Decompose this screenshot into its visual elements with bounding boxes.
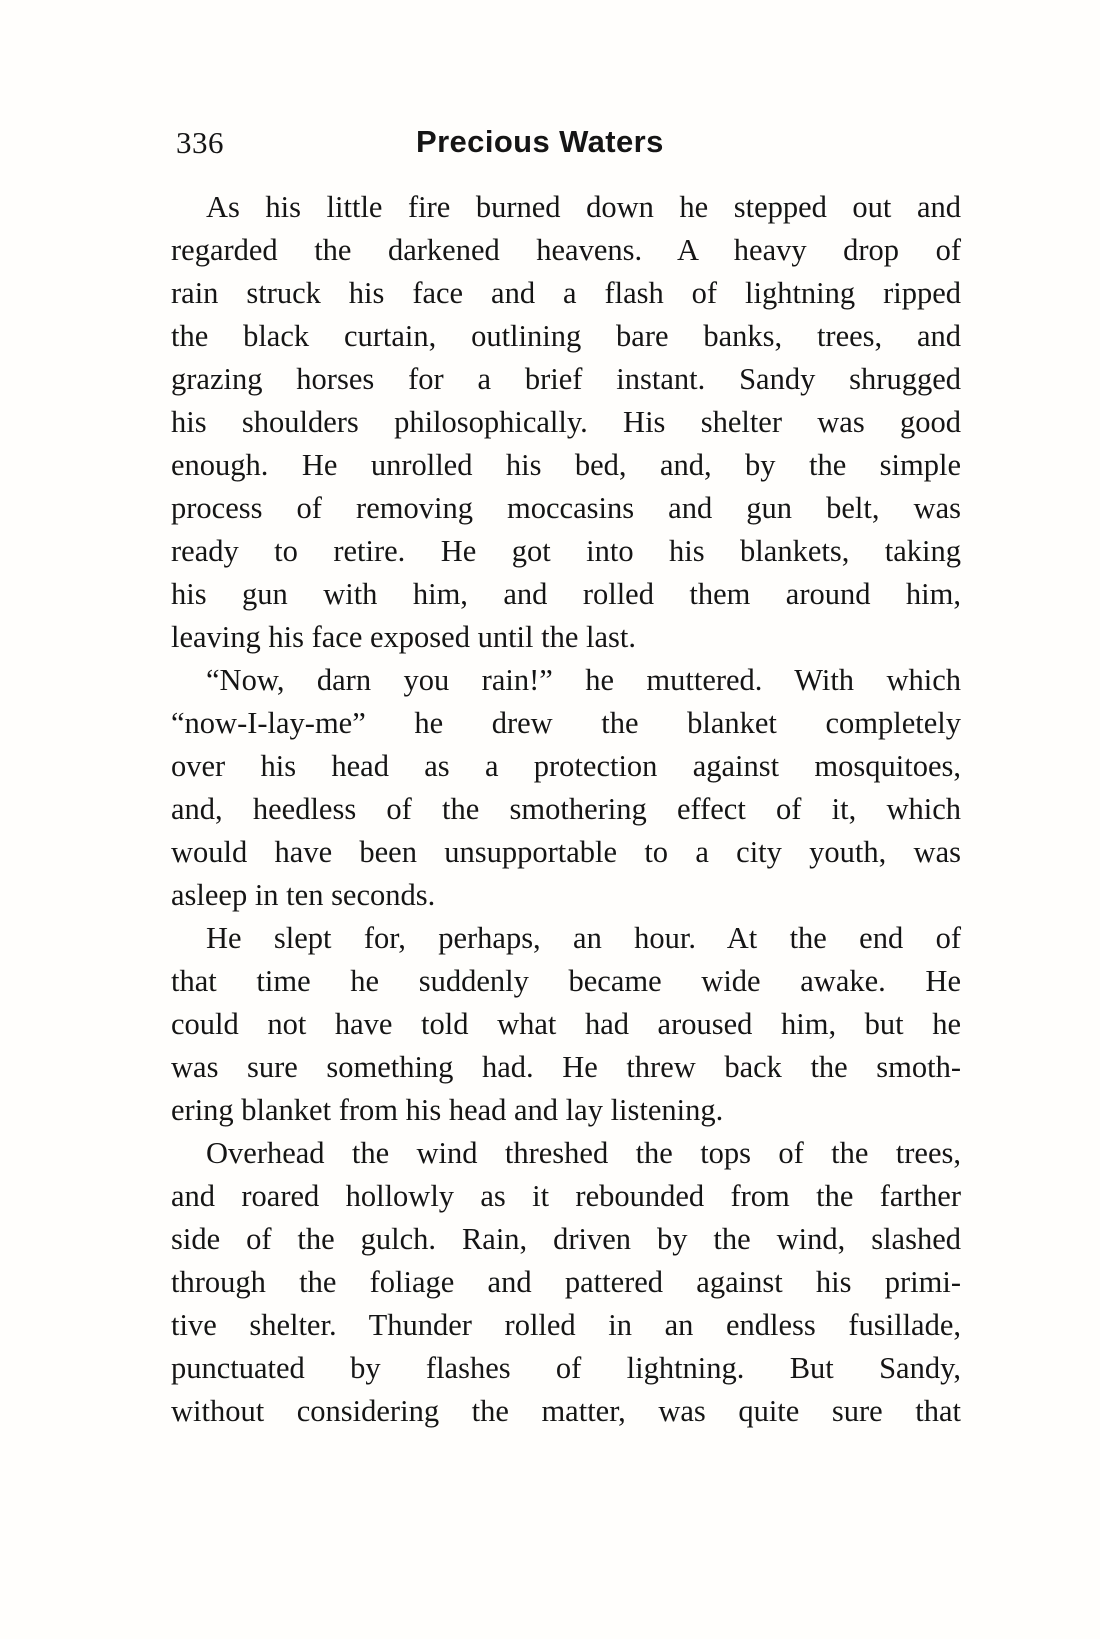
body-text [171,186,961,1433]
text-line: As his little fire burned down he stepped out and [206,190,961,224]
text-line: process of removing moccasins and gun belt, was [171,491,961,525]
paragraph [171,186,961,659]
text-line: leaving his face exposed until the last. [171,620,636,654]
text-line: over his head as a protection against mosquitoes, [171,749,961,783]
text-line: “Now, darn you rain!” he muttered. With which [206,663,961,697]
text-line: and roared hollowly as it rebounded from the farther [171,1179,961,1213]
running-title: Precious Waters [416,124,664,159]
text-line: enough. He unrolled his bed, and, by the simple [171,448,961,482]
paragraph [171,917,961,1132]
text-line: asleep in ten seconds. [171,878,436,912]
text-line: his gun with him, and rolled them around him, [171,577,961,611]
text-line: punctuated by flashes of lightning. But Sandy, [171,1351,961,1385]
text-line: regarded the darkened heavens. A heavy drop of [171,233,961,267]
text-line: ready to retire. He got into his blankets, taking [171,534,961,568]
text-line: that time he suddenly became wide awake. He [171,964,961,998]
text-line: Overhead the wind threshed the tops of the trees, [206,1136,961,1170]
text-line: the black curtain, outlining bare banks, trees, and [171,319,961,353]
text-line: and, heedless of the smothering effect of it, which [171,792,961,826]
text-line: without considering the matter, was quite sure that [171,1394,961,1428]
text-line: grazing horses for a brief instant. Sandy shrugged [171,362,961,396]
paragraph [171,1132,961,1433]
text-line: could not have told what had aroused him, but he [171,1007,961,1041]
paragraph [171,659,961,917]
text-line: rain struck his face and a flash of lightning ripped [171,276,961,310]
page-header [176,118,726,168]
text-line: side of the gulch. Rain, driven by the wind, slashed [171,1222,961,1256]
text-line: tive shelter. Thunder rolled in an endless fusillade, [171,1308,961,1342]
text-line: He slept for, perhaps, an hour. At the end of [206,921,961,955]
text-line: was sure something had. He threw back the smoth- [171,1050,961,1084]
text-line: through the foliage and pattered against his primi- [171,1265,961,1299]
text-line: ering blanket from his head and lay listening. [171,1093,724,1127]
text-line: “now-I-lay-me” he drew the blanket completely [171,706,961,740]
text-line: his shoulders philosophically. His shelter was good [171,405,961,439]
page-number: 336 [176,125,224,160]
text-line: would have been unsupportable to a city youth, was [171,835,961,869]
